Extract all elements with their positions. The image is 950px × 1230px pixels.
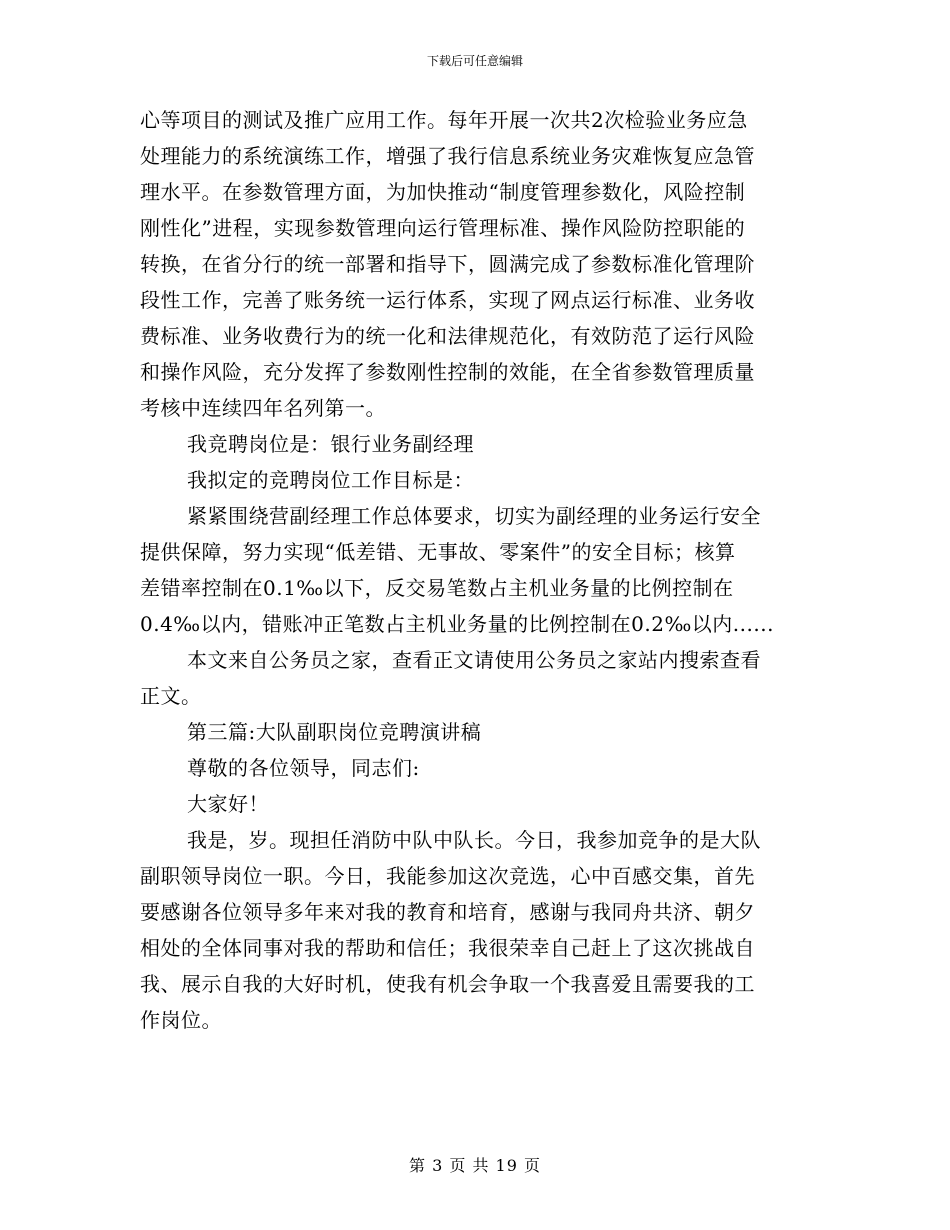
text-line: 本文来自公务员之家，查看正文请使用公务员之家站内搜索查看 bbox=[187, 648, 761, 672]
text-line: 相处的全体同事对我的帮助和信任；我很荣幸自己赶上了这次挑战自 bbox=[140, 936, 755, 960]
text-line: 心等项目的测试及推广应用工作。每年开展一次共2次检验业务应急 bbox=[140, 108, 748, 132]
text-line: 我拟定的竞聘岗位工作目标是： bbox=[187, 468, 474, 492]
page-number-footer: 第 3 页 共 19 页 bbox=[409, 1156, 541, 1175]
text-line: 0.4‰以内，错账冲正笔数占主机业务量的比例控制在0.2‰以内...... bbox=[140, 612, 774, 636]
page-header: 下载后可任意编辑 bbox=[426, 54, 523, 68]
greeting: 大家好！ bbox=[187, 792, 269, 816]
text-line: 刚性化”进程，实现参数管理向运行管理标准、操作风险防控职能的 bbox=[140, 216, 746, 240]
document-body bbox=[140, 102, 830, 1038]
salutation: 尊敬的各位领导，同志们: bbox=[187, 756, 420, 780]
text-line: 我竞聘岗位是：银行业务副经理 bbox=[187, 432, 474, 456]
text-line: 正文。 bbox=[140, 684, 202, 708]
text-line: 和操作风险，充分发挥了参数刚性控制的效能，在全省参数管理质量 bbox=[140, 360, 755, 384]
text-line: 差错率控制在0.1‰以下，反交易笔数占主机业务量的比例控制在 bbox=[140, 576, 734, 600]
text-line: 要感谢各位领导多年来对我的教育和培育，感谢与我同舟共济、朝夕 bbox=[140, 900, 755, 924]
text-line: 我是，岁。现担任消防中队中队长。今日，我参加竞争的是大队 bbox=[187, 828, 761, 852]
section-title: 第三篇:大队副职岗位竞聘演讲稿 bbox=[187, 720, 482, 744]
text-line: 考核中连续四年名列第一。 bbox=[140, 396, 386, 420]
text-line: 理水平。在参数管理方面，为加快推动“制度管理参数化，风险控制 bbox=[140, 180, 746, 204]
text-line: 费标准、业务收费行为的统一化和法律规范化，有效防范了运行风险 bbox=[140, 324, 755, 348]
text-line: 我、展示自我的大好时机，使我有机会争取一个我喜爱且需要我的工 bbox=[140, 972, 755, 996]
text-line: 提供保障，努力实现“低差错、无事故、零案件”的安全目标；核算 bbox=[140, 540, 736, 564]
text-line: 紧紧围绕营副经理工作总体要求，切实为副经理的业务运行安全 bbox=[187, 504, 761, 528]
text-line: 副职领导岗位一职。今日，我能参加这次竞选，心中百感交集，首先 bbox=[140, 864, 755, 888]
text-line: 作岗位。 bbox=[140, 1008, 222, 1032]
text-line: 转换，在省分行的统一部署和指导下，圆满完成了参数标准化管理阶 bbox=[140, 252, 755, 276]
text-line: 段性工作，完善了账务统一运行体系，实现了网点运行标准、业务收 bbox=[140, 288, 755, 312]
text-line: 处理能力的系统演练工作，增强了我行信息系统业务灾难恢复应急管 bbox=[140, 144, 755, 168]
